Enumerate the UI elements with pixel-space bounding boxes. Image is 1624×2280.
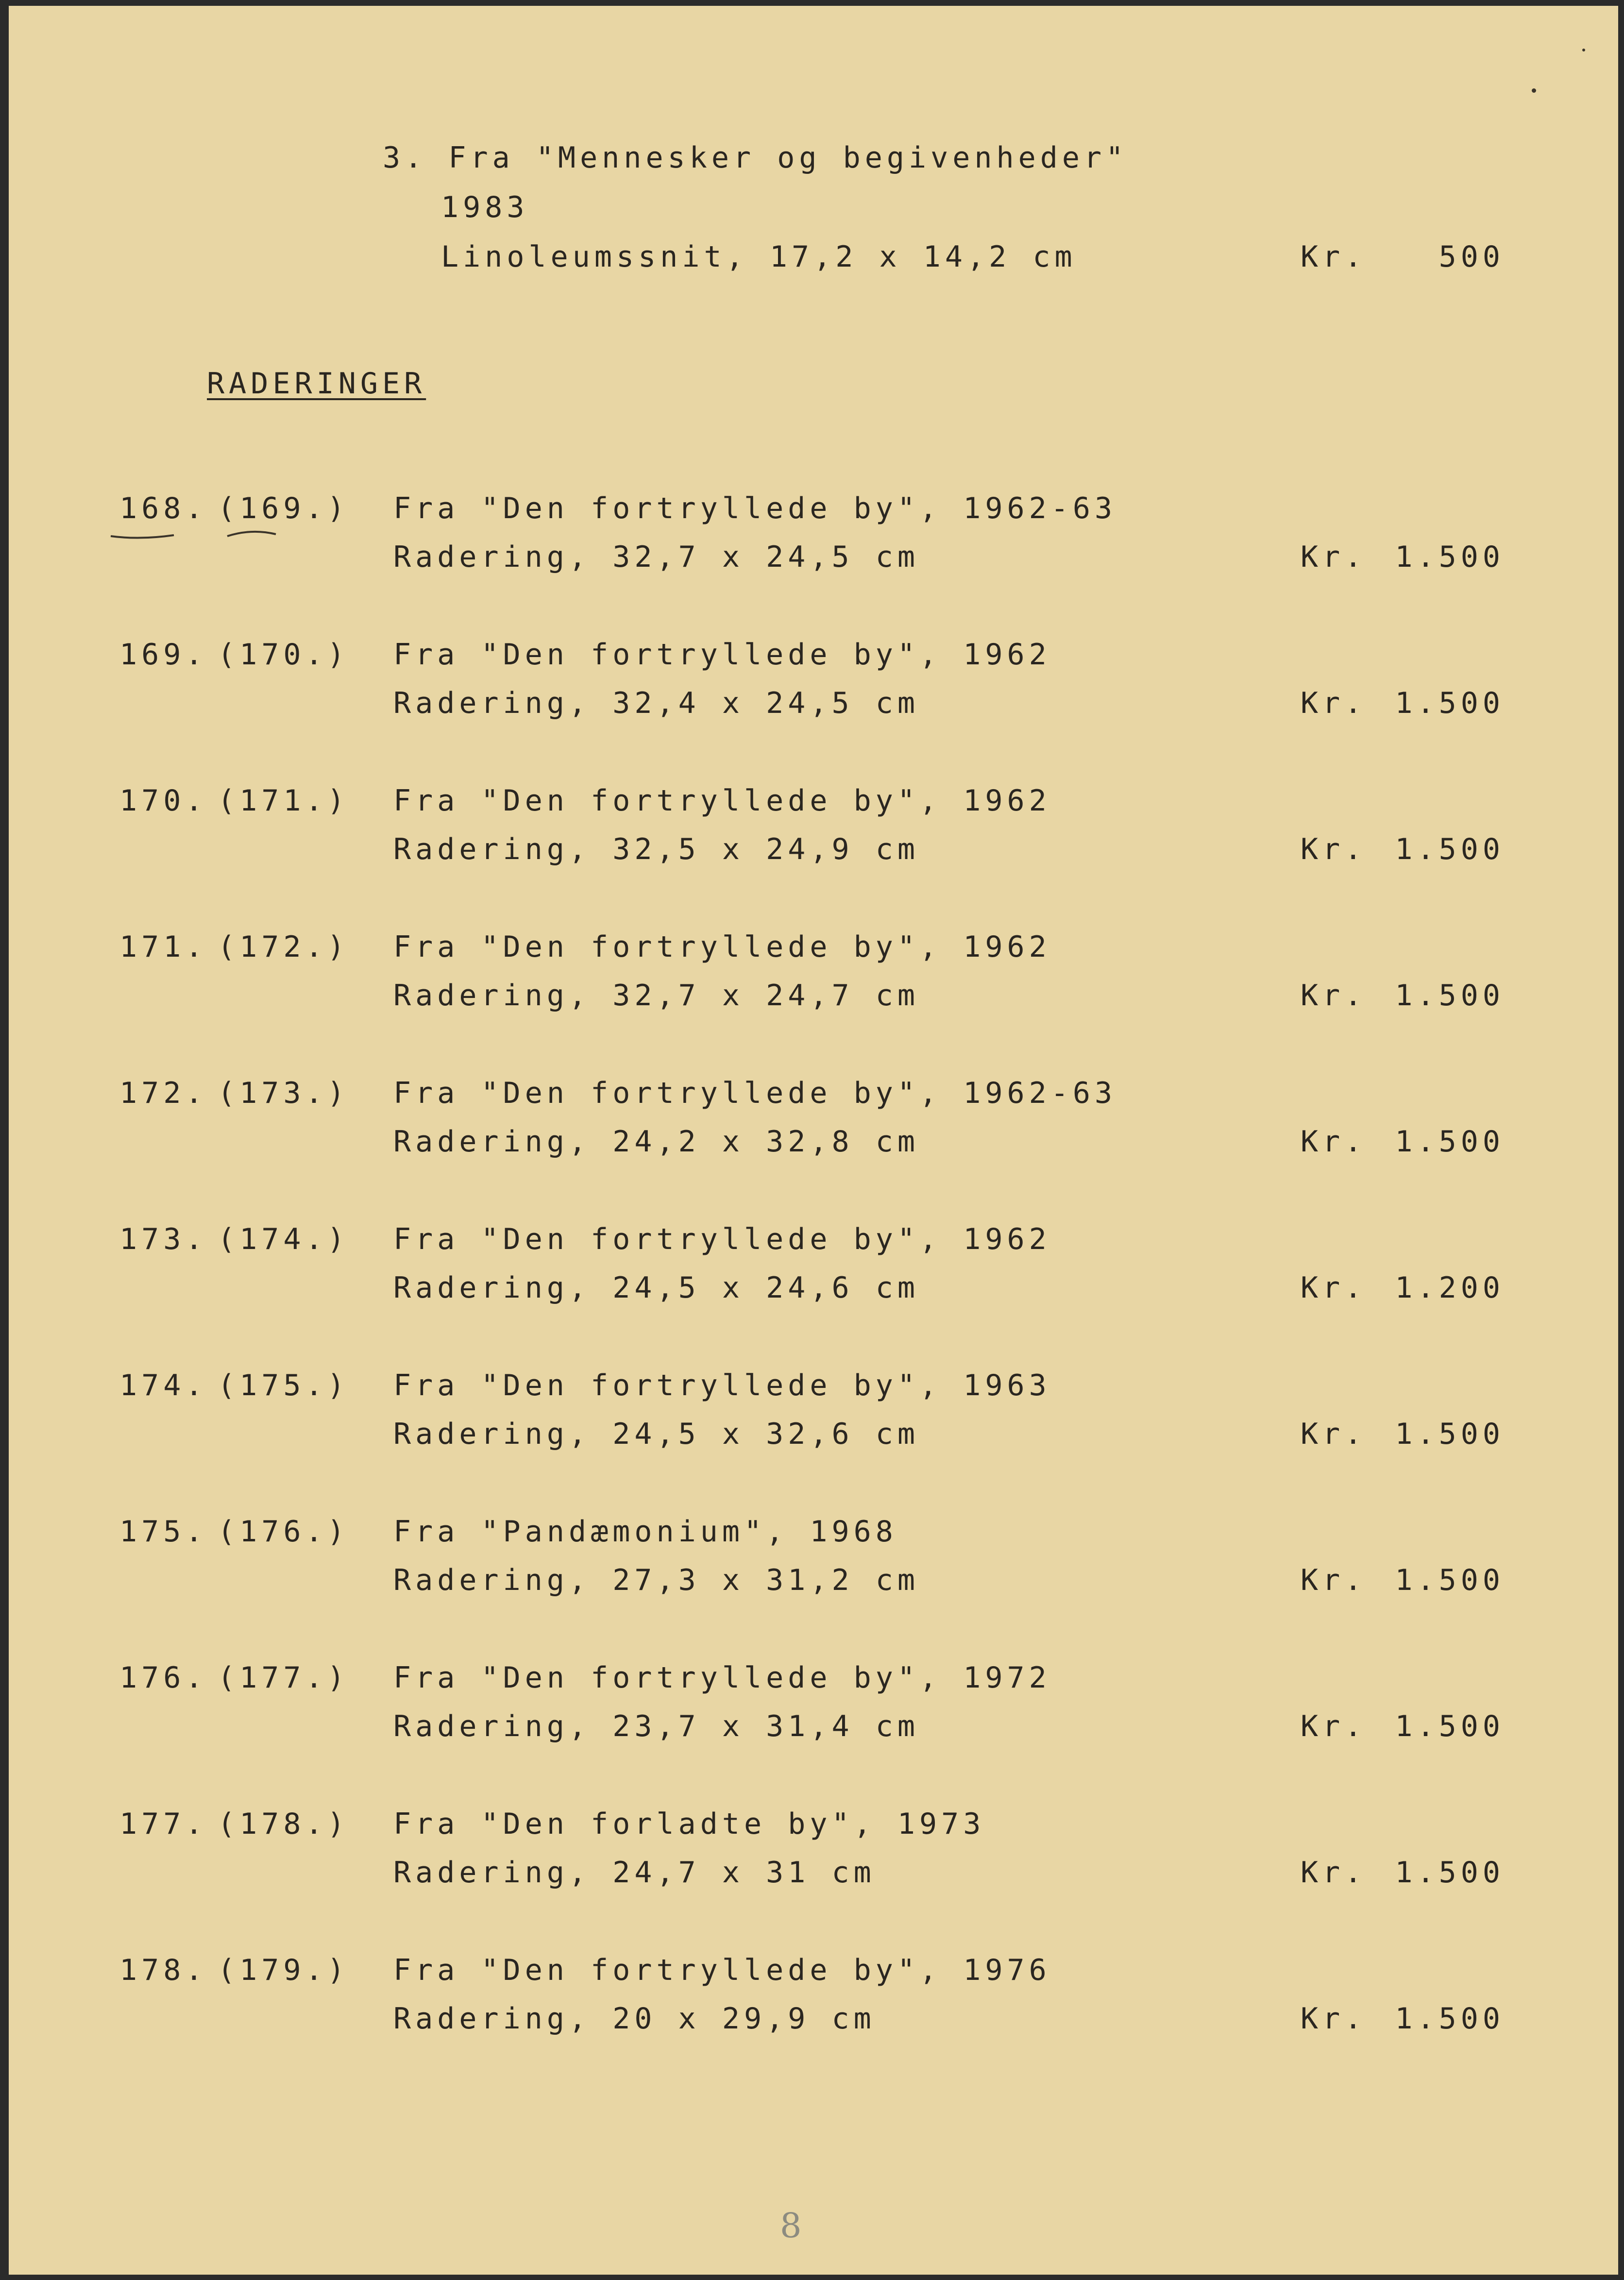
item-price: 1.500	[1395, 1856, 1505, 1890]
item-title: Fra "Den fortryllede by", 1963	[393, 1368, 1051, 1402]
item-alt-number: (175.)	[218, 1368, 349, 1402]
item-price: 1.500	[1395, 1709, 1505, 1743]
item-title: Fra "Den fortryllede by", 1962	[393, 638, 1051, 672]
item-currency: Kr.	[1301, 686, 1367, 720]
item-number: 171.	[119, 930, 207, 964]
item-title: Fra "Pandæmonium", 1968	[393, 1515, 897, 1549]
item-price: 1.500	[1395, 540, 1505, 574]
item-detail: Radering, 20 x 29,9 cm	[393, 2002, 876, 2036]
item-alt-number: (170.)	[218, 638, 349, 672]
item-alt-number: (174.)	[218, 1222, 349, 1256]
item-currency: Kr.	[1301, 1125, 1367, 1159]
item-title: Fra "Den fortryllede by", 1962-63	[393, 491, 1117, 525]
item-alt-number: (179.)	[218, 1953, 349, 1987]
item-alt-number: (169.)	[218, 491, 349, 525]
item-title: Fra "Den fortryllede by", 1972	[393, 1661, 1051, 1695]
item-title: Fra "Den fortryllede by", 1962	[393, 784, 1051, 818]
item-number: 174.	[119, 1368, 207, 1402]
item-alt-number: (178.)	[218, 1807, 349, 1841]
intro-currency: Kr.	[1301, 240, 1367, 274]
item-alt-number: (176.)	[218, 1515, 349, 1549]
item-price: 1.200	[1395, 1271, 1505, 1305]
item-detail: Radering, 24,5 x 24,6 cm	[393, 1271, 919, 1305]
item-number: 168.	[119, 491, 207, 525]
item-currency: Kr.	[1301, 1856, 1367, 1890]
item-detail: Radering, 32,7 x 24,7 cm	[393, 979, 919, 1013]
item-title: Fra "Den fortryllede by", 1962-63	[393, 1076, 1117, 1110]
item-detail: Radering, 24,2 x 32,8 cm	[393, 1125, 919, 1159]
intro-title: 3. Fra "Mennesker og begivenheder"	[383, 141, 1128, 175]
item-currency: Kr.	[1301, 540, 1367, 574]
page-number: 8	[780, 2206, 802, 2246]
intro-year: 1983	[441, 190, 529, 224]
item-currency: Kr.	[1301, 979, 1367, 1013]
item-number: 170.	[119, 784, 207, 818]
item-title: Fra "Den fortryllede by", 1962	[393, 1222, 1051, 1256]
document-page	[9, 6, 1618, 2275]
ink-speck	[1582, 49, 1585, 51]
intro-price: 500	[1438, 240, 1505, 274]
item-currency: Kr.	[1301, 1563, 1367, 1597]
item-alt-number: (177.)	[218, 1661, 349, 1695]
item-detail: Radering, 23,7 x 31,4 cm	[393, 1709, 919, 1743]
item-price: 1.500	[1395, 1563, 1505, 1597]
item-price: 1.500	[1395, 1417, 1505, 1451]
item-currency: Kr.	[1301, 1271, 1367, 1305]
item-number: 176.	[119, 1661, 207, 1695]
item-number: 175.	[119, 1515, 207, 1549]
pencil-underline-marks	[106, 525, 310, 550]
item-price: 1.500	[1395, 2002, 1505, 2036]
item-price: 1.500	[1395, 832, 1505, 866]
item-detail: Radering, 24,5 x 32,6 cm	[393, 1417, 919, 1451]
item-number: 177.	[119, 1807, 207, 1841]
item-number: 169.	[119, 638, 207, 672]
item-number: 172.	[119, 1076, 207, 1110]
item-currency: Kr.	[1301, 832, 1367, 866]
intro-detail: Linoleumssnit, 17,2 x 14,2 cm	[441, 240, 1077, 274]
item-detail: Radering, 32,5 x 24,9 cm	[393, 832, 919, 866]
item-title: Fra "Den fortryllede by", 1962	[393, 930, 1051, 964]
item-detail: Radering, 32,7 x 24,5 cm	[393, 540, 919, 574]
item-number: 178.	[119, 1953, 207, 1987]
item-currency: Kr.	[1301, 1709, 1367, 1743]
section-heading: RADERINGER	[207, 367, 426, 401]
item-price: 1.500	[1395, 686, 1505, 720]
item-price: 1.500	[1395, 979, 1505, 1013]
item-detail: Radering, 27,3 x 31,2 cm	[393, 1563, 919, 1597]
item-currency: Kr.	[1301, 2002, 1367, 2036]
item-detail: Radering, 32,4 x 24,5 cm	[393, 686, 919, 720]
item-detail: Radering, 24,7 x 31 cm	[393, 1856, 876, 1890]
item-number: 173.	[119, 1222, 207, 1256]
item-alt-number: (173.)	[218, 1076, 349, 1110]
item-alt-number: (172.)	[218, 930, 349, 964]
item-currency: Kr.	[1301, 1417, 1367, 1451]
item-alt-number: (171.)	[218, 784, 349, 818]
item-title: Fra "Den forladte by", 1973	[393, 1807, 985, 1841]
item-price: 1.500	[1395, 1125, 1505, 1159]
ink-speck	[1532, 88, 1536, 93]
item-title: Fra "Den fortryllede by", 1976	[393, 1953, 1051, 1987]
